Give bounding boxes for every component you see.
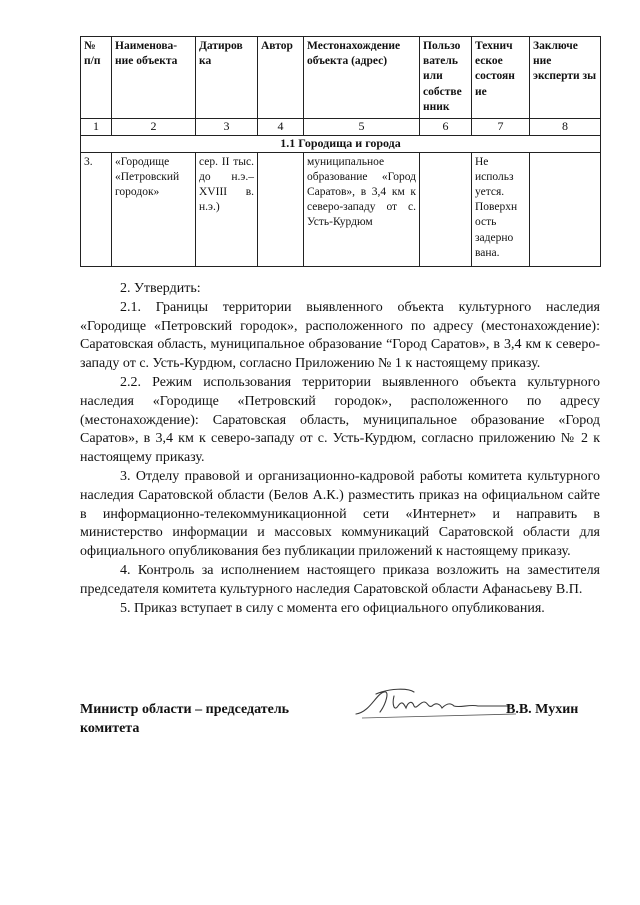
row-num: 3. (81, 152, 112, 266)
table-header-row (81, 37, 601, 119)
row-dating: сер. II тыс. до н.э.– XVIII в. н.э.) (196, 152, 258, 266)
section-row (81, 135, 601, 152)
section-title: 1.1 Городища и города (81, 135, 601, 152)
column-number: 4 (258, 119, 304, 136)
paragraph-2-2: 2.2. Режим использования территории выявленного объекта культурного наследия «Городище «Петровский городок», расположенного по адресу (местонахождение): Саратовская область, муниципальное образование «Город Саратов», в 3,4 км к северо-западу от с. Усть-Курдюм, согласно приложению № 2 к настоящему приказу. (80, 374, 600, 466)
column-number: 6 (420, 119, 472, 136)
order-text (80, 280, 600, 618)
paragraph-3: 3. Отделу правовой и организационно-кадровой работы комитета культурного наследия Саратовской области (Белов А.К.) разместить приказ на официальном сайте в информационно-телекоммуникационной сети «Интернет» и направить в министерство информации и массовых коммуникаций Саратовской области для официального опубликования без публикации приложений к настоящему приказу. (80, 468, 600, 560)
column-number-row (81, 119, 601, 136)
handwritten-signature (350, 684, 520, 724)
header-condition: Технич еское состоян ие (472, 37, 530, 119)
paragraph-4: 4. Контроль за исполнением настоящего приказа возложить на заместителя председателя комитета культурного наследия Саратовской области Афанасьеву В.П. (80, 562, 600, 597)
row-condition: Не использ уется. Поверхн ость задерно вана. (472, 152, 530, 266)
header-location: Местонахождение объекта (адрес) (304, 37, 420, 119)
row-owner (420, 152, 472, 266)
paragraph-2-1: 2.1. Границы территории выявленного объекта культурного наследия «Городище «Петровский городок», расположенного по адресу (местонахождение): Саратовская область, муниципальное образование “Город Саратов», в 3,4 км к северо-западу от с. Усть-Курдюм, согласно Приложению № 1 к настоящему приказу. (80, 299, 600, 372)
signatory-position: Министр области – председатель комитета (80, 702, 290, 736)
header-owner: Пользо ватель или собстве нник (420, 37, 472, 119)
column-number: 7 (472, 119, 530, 136)
header-num: № п/п (81, 37, 112, 119)
signatory-name: В.В. Мухин (506, 702, 579, 717)
paragraph-approve: 2. Утвердить: (120, 281, 201, 296)
column-number: 1 (81, 119, 112, 136)
column-number: 5 (304, 119, 420, 136)
objects-table (80, 36, 601, 267)
header-dating: Датиров ка (196, 37, 258, 119)
header-expertise: Заключе ние эксперти зы (530, 37, 601, 119)
row-expertise (530, 152, 601, 266)
header-author: Автор (258, 37, 304, 119)
row-name: «Городище «Петровский городок» (112, 152, 196, 266)
column-number: 2 (112, 119, 196, 136)
row-author (258, 152, 304, 266)
column-number: 8 (530, 119, 601, 136)
table-row (81, 152, 601, 266)
paragraph-5: 5. Приказ вступает в силу с момента его официального опубликования. (120, 600, 545, 616)
row-location: муниципальное образование «Город Саратов», в 3,4 км к северо-западу от с. Усть-Курдюм (304, 152, 420, 266)
header-name: Наименова-ние объекта (112, 37, 196, 119)
column-number: 3 (196, 119, 258, 136)
